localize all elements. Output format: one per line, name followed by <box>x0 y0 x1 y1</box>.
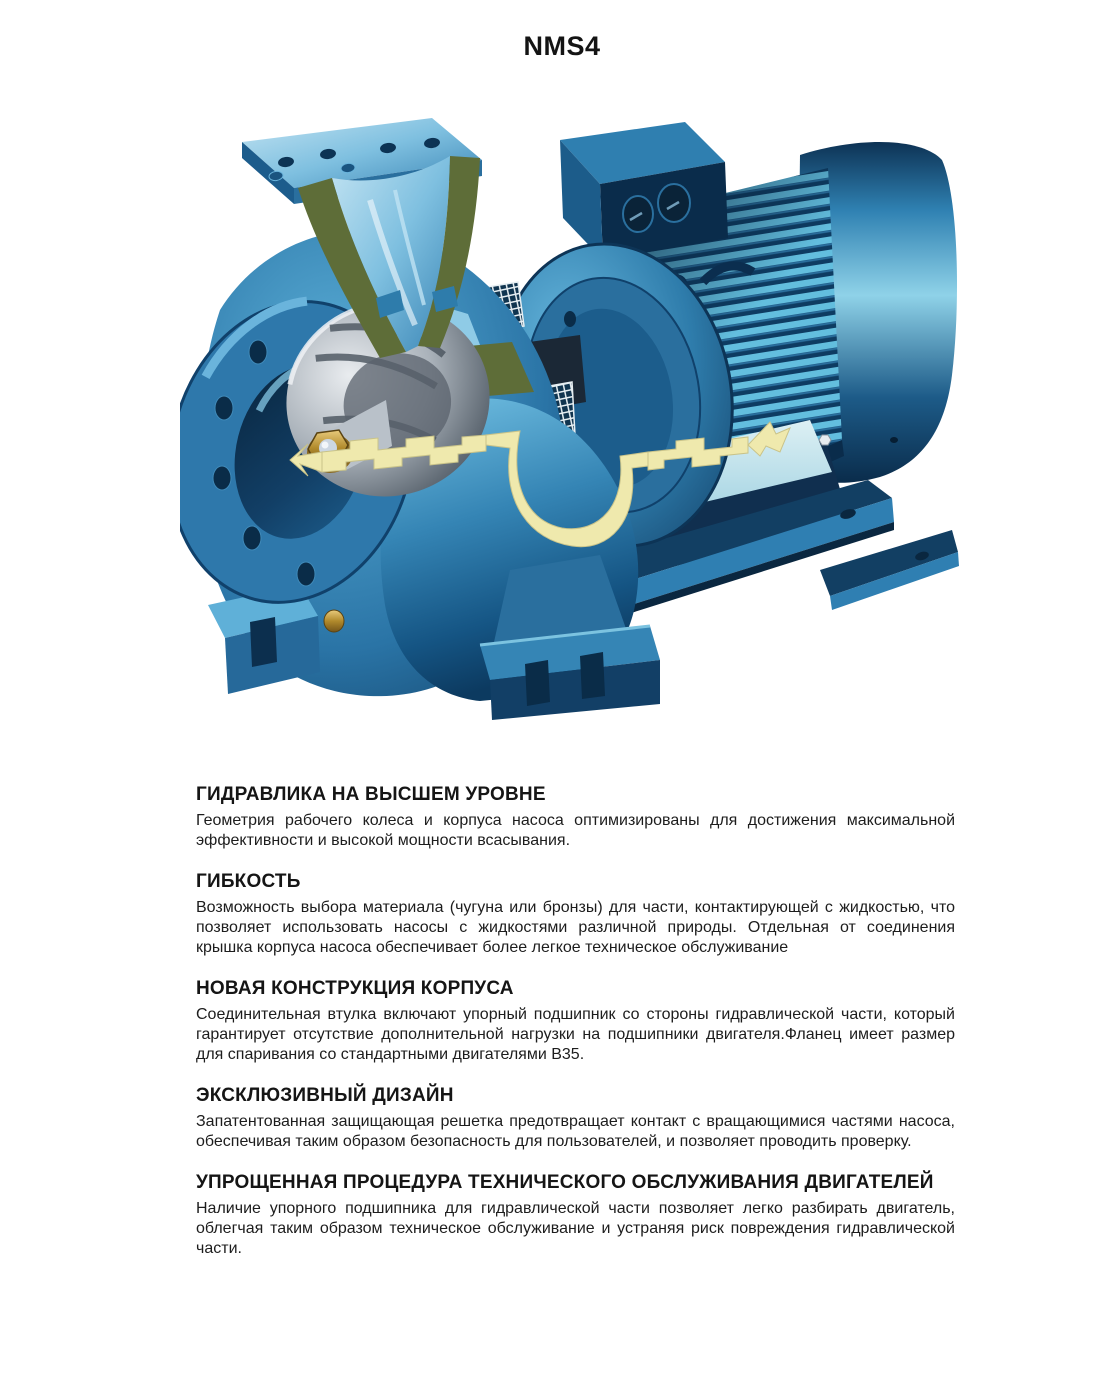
section-heading: ЭКСКЛЮЗИВНЫЙ ДИЗАЙН <box>196 1085 454 1106</box>
section-body: Запатентованная защищающая решетка предотвращает контакт с вращающимися частями насоса, обеспечивая таким образом безопасность для пользователей, и позволяет проводить проверку. <box>196 1113 955 1150</box>
section-heading: УПРОЩЕННАЯ ПРОЦЕДУРА ТЕХНИЧЕСКОГО ОБСЛУЖИВАНИЯ ДВИГАТЕЛЕЙ <box>196 1172 934 1193</box>
section-simplified-maintenance <box>196 1171 955 1259</box>
section-flexibility <box>196 870 955 958</box>
section-hydraulics <box>196 783 955 851</box>
section-body: Геометрия рабочего колеса и корпуса насоса оптимизированы для достижения максимальной эффективности и высокой мощности всасывания. <box>196 812 955 849</box>
section-body: Наличие упорного подшипника для гидравлической части позволяет легко разбирать двигатель, облегчая таким образом техническое обслуживание и устраняя риск повреждения гидравлической части. <box>196 1200 955 1257</box>
section-heading: ГИДРАВЛИКА НА ВЫСШЕМ УРОВНЕ <box>196 784 546 805</box>
feature-sections <box>196 783 955 1278</box>
section-heading: ГИБКОСТЬ <box>196 871 301 892</box>
pump-cutaway-illustration <box>180 100 960 720</box>
section-exclusive-design <box>196 1084 955 1152</box>
section-body: Соединительная втулка включают упорный подшипник со стороны гидравлической части, который гарантирует отсутствие дополнительной нагрузки на подшипники двигателя.Фланец имеет размер для спаривания со стандартными двигателями В35. <box>196 1006 955 1063</box>
section-body: Возможность выбора материала (чугуна или бронзы) для части, контактирующей с жидкостью, что позволяет использовать насосы с жидкостями различной природы. Отдельная от соединения крышка корпуса насоса обеспечивает более легкое техническое обслуживание <box>196 899 955 956</box>
page-title: NMS4 <box>523 31 601 61</box>
section-heading: НОВАЯ КОНСТРУКЦИЯ КОРПУСА <box>196 978 514 999</box>
section-new-casing-design <box>196 977 955 1065</box>
